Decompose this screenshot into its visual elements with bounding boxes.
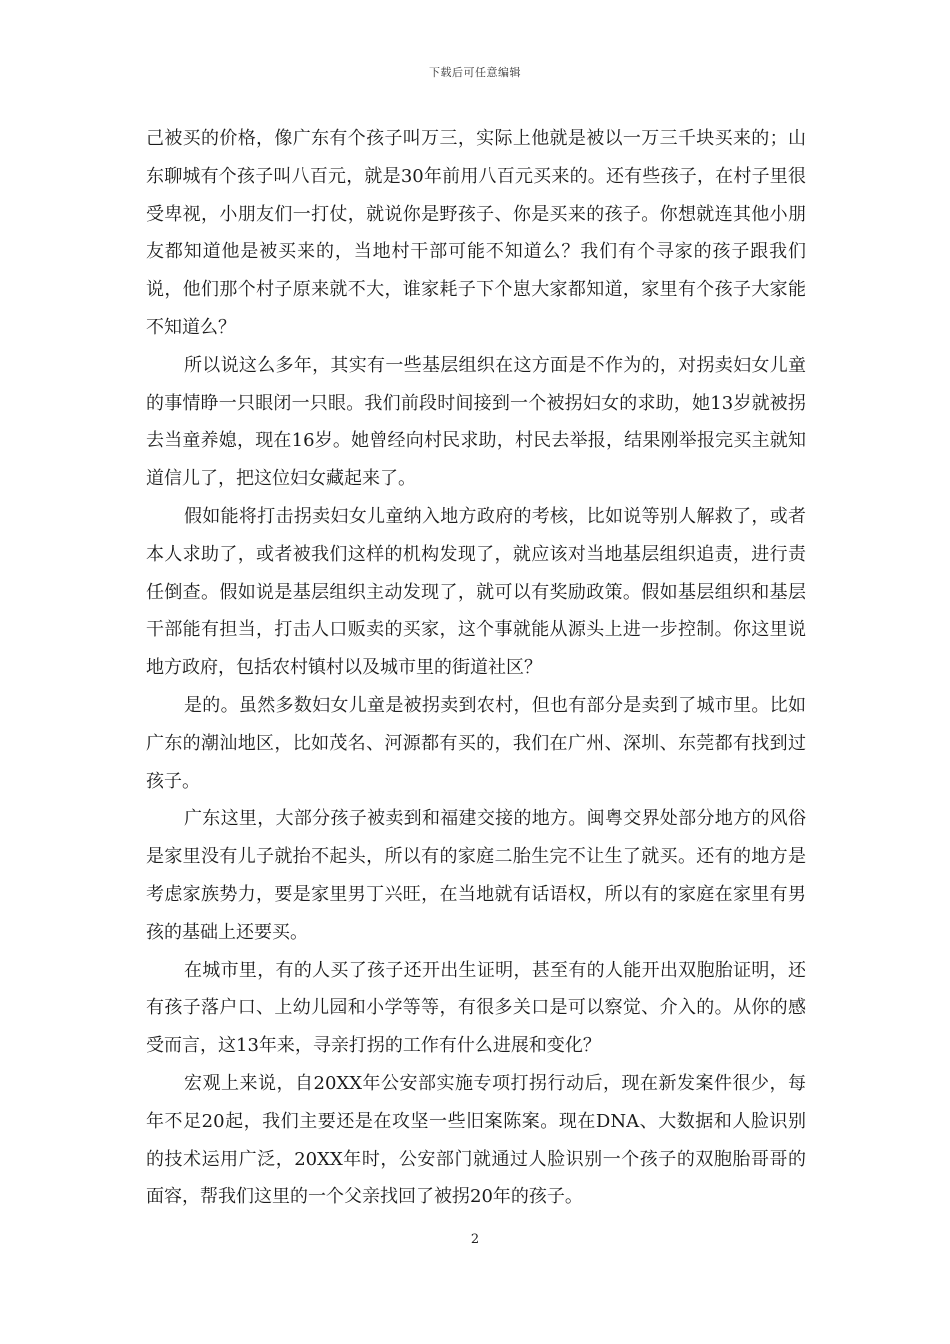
paragraph: 广东这里，大部分孩子被卖到和福建交接的地方。闽粤交界处部分地方的风俗是家里没有儿子就抬不起头，所以有的家庭二胎生完不让生了就买。还有的地方是考虑家族势力，要是家里男丁兴旺，在当地就有话语权，所以有的家庭在家里有男孩的基础上还要买。	[146, 808, 806, 943]
paragraph: 己被买的价格，像广东有个孩子叫万三，实际上他就是被以一万三千块买来的；山东聊城有个孩子叫八百元，就是30年前用八百元买来的。还有些孩子，在村子里很受卑视，小朋友们一打仗，就说你是野孩子、你是买来的孩子。你想就连其他小朋友都知道他是被买来的，当地村干部可能不知道么？我们有个寻家的孩子跟我们说，他们那个村子原来就不大，谁家耗子下个崽大家都知道，家里有个孩子大家能不知道么？	[146, 128, 806, 338]
page-header: 下载后可任意编辑	[429, 66, 521, 79]
paragraph: 在城市里，有的人买了孩子还开出生证明，甚至有的人能开出双胞胎证明，还有孩子落户口、上幼儿园和小学等等，有很多关口是可以察觉、介入的。从你的感受而言，这13年来，寻亲打拐的工作有什么进展和变化？	[146, 959, 806, 1057]
paragraph: 是的。虽然多数妇女儿童是被拐卖到农村，但也有部分是卖到了城市里。比如广东的潮汕地区，比如茂名、河源都有买的，我们在广州、深圳、东莞都有找到过孩子。	[146, 694, 806, 792]
paragraph: 宏观上来说，自20XX年公安部实施专项打拐行动后，现在新发案件很少，每年不足20起，我们主要还是在攻坚一些旧案陈案。现在DNA、大数据和人脸识别的技术运用广泛，20XX年时，公安部门就通过人脸识别一个孩子的双胞胎哥哥的面容，帮我们这里的一个父亲找回了被拐20年的孩子。	[146, 1072, 806, 1208]
paragraph: 假如能将打击拐卖妇女儿童纳入地方政府的考核，比如说等别人解救了，或者本人求助了，或者被我们这样的机构发现了，就应该对当地基层组织追责，进行责任倒查。假如说是基层组织主动发现了，就可以有奖励政策。假如基层组织和基层干部能有担当，打击人口贩卖的买家，这个事就能从源头上进一步控制。你这里说地方政府，包括农村镇村以及城市里的街道社区？	[146, 505, 806, 679]
page-number: 2	[470, 1232, 480, 1247]
document-body	[146, 120, 806, 1216]
paragraph: 所以说这么多年，其实有一些基层组织在这方面是不作为的，对拐卖妇女儿童的事情睁一只眼闭一只眼。我们前段时间接到一个被拐妇女的求助，她13岁就被拐去当童养媳，现在16岁。她曾经向村民求助，村民去举报，结果刚举报完买主就知道信儿了，把这位妇女藏起来了。	[146, 354, 806, 490]
